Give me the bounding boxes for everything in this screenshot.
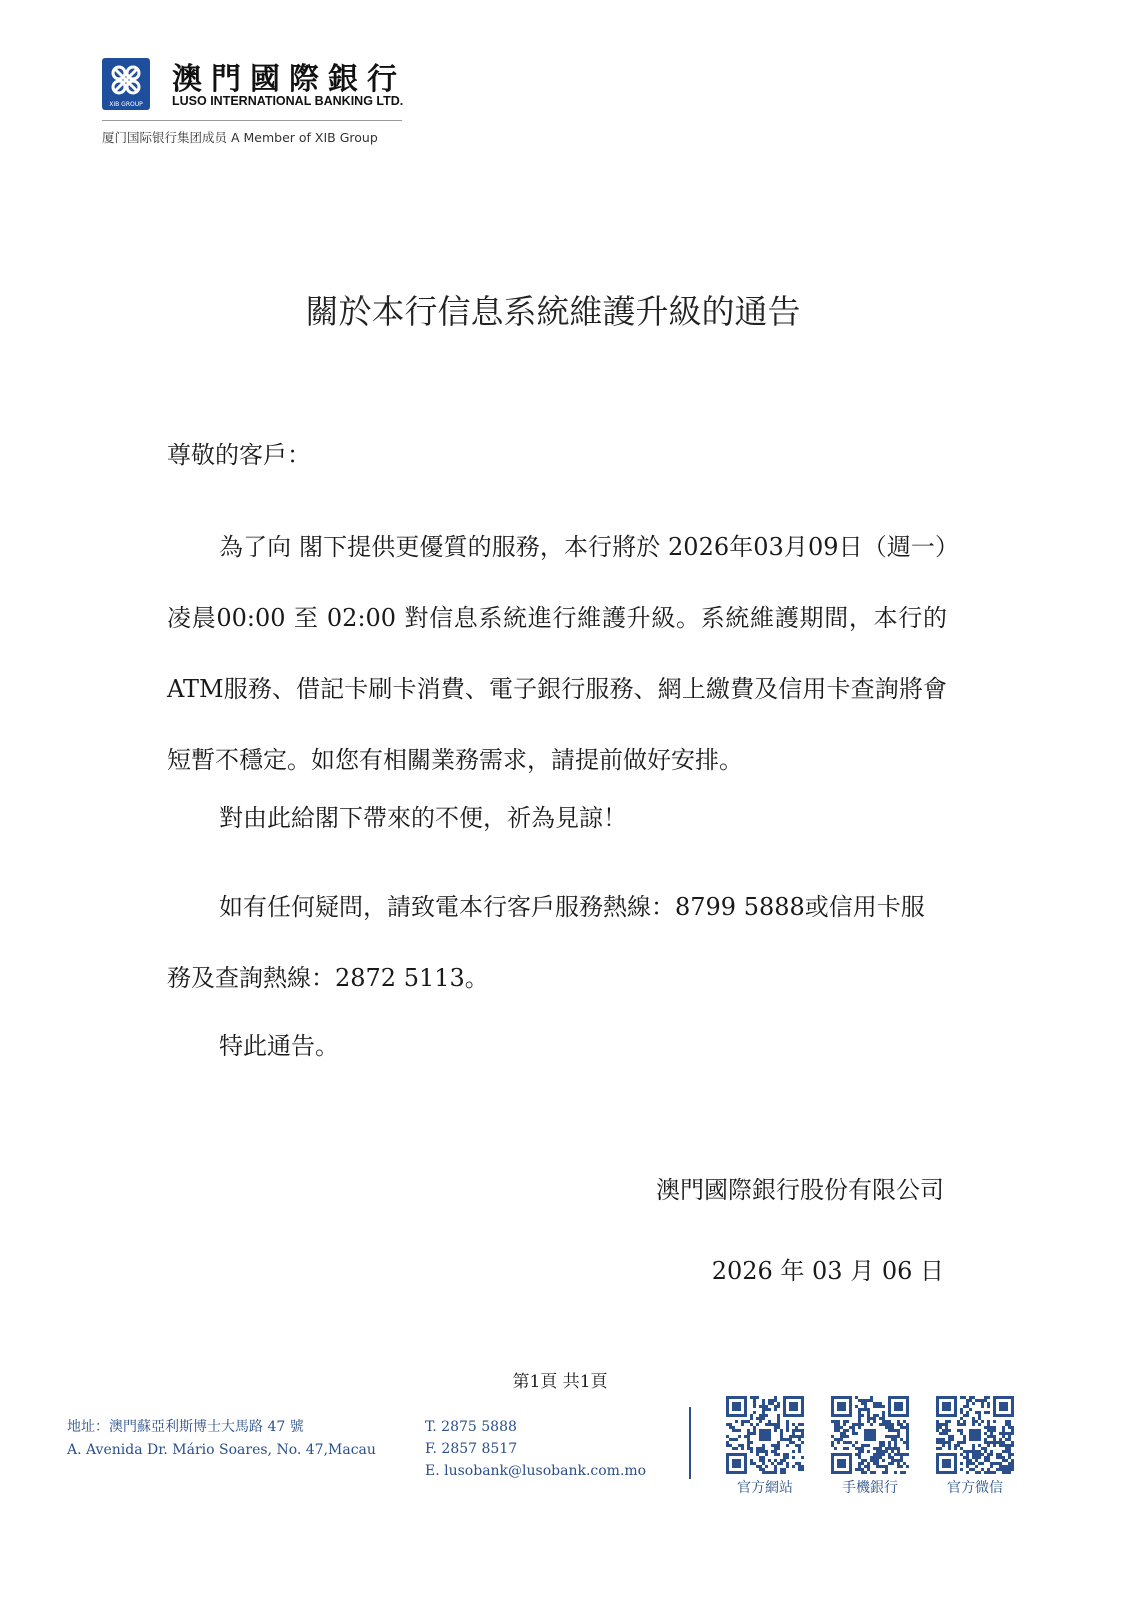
greeting: 尊敬的客戶： [167,441,311,469]
fax-number: F. 2857 8517 [425,1441,518,1457]
bank-logo [102,58,150,110]
address-en: A. Avenida Dr. Mário Soares, No. 47,Macau [67,1442,376,1458]
page-indicator: 第1頁 共1頁 [512,1372,608,1392]
qr-code-icon [936,1396,1014,1474]
qr-label: 手機銀行 [842,1480,898,1496]
notice-title: 關於本行信息系統維護升級的通告 [305,292,801,331]
qr-code-icon [726,1396,804,1474]
notice-paragraph-apology: 對由此給閣下帶來的不便，祈為見諒！ [219,804,627,832]
footer-address [67,1416,376,1462]
phone-number: T. 2875 5888 [425,1419,517,1435]
notice-date: 2026 年 03 月 06 日 [711,1257,944,1285]
member-line: 厦门国际银行集团成员 A Member of XIB Group [102,130,378,145]
notice-paragraph-closing: 特此通告。 [219,1032,339,1060]
qr-official-wechat[interactable] [936,1396,1014,1497]
address-cn: 地址：澳門蘇亞利斯博士大馬路 47 號 [67,1419,304,1435]
footer-contact [425,1416,646,1482]
notice-paragraph-hotline: 如有任何疑問，請致電本行客戶服務熱線：8799 5888或信用卡服務及查詢熱線：2872 5113。 [167,893,925,992]
bank-name-en: LUSO INTERNATIONAL BANKING LTD. [172,94,404,108]
qr-code-icon [831,1396,909,1474]
xib-knot-logo-icon [108,62,144,98]
qr-official-website[interactable] [726,1396,804,1497]
footer-divider [689,1407,691,1479]
signature: 澳門國際銀行股份有限公司 [656,1176,944,1204]
qr-label: 官方微信 [947,1480,1003,1496]
email-address[interactable]: E. lusobank@lusobank.com.mo [425,1463,647,1479]
notice-paragraph-main: 為了向 閣下提供更優質的服務，本行將於 2026年03月09日（週一）凌晨00:00 至 02:00 對信息系統進行維護升級。系統維護期間，本行的ATM服務、借記卡刷卡消費、電子銀行服務、網上繳費及信用卡查詢將會短暫不穩定。如您有相關業務需求，請提前做好安排。 [167,533,947,774]
qr-label: 官方網站 [737,1480,793,1496]
bank-name-cn: 澳門國際銀行 [172,62,406,97]
qr-mobile-banking[interactable] [831,1396,909,1497]
logo-subtext: XIB GROUP [109,101,143,108]
header-divider [102,120,402,121]
